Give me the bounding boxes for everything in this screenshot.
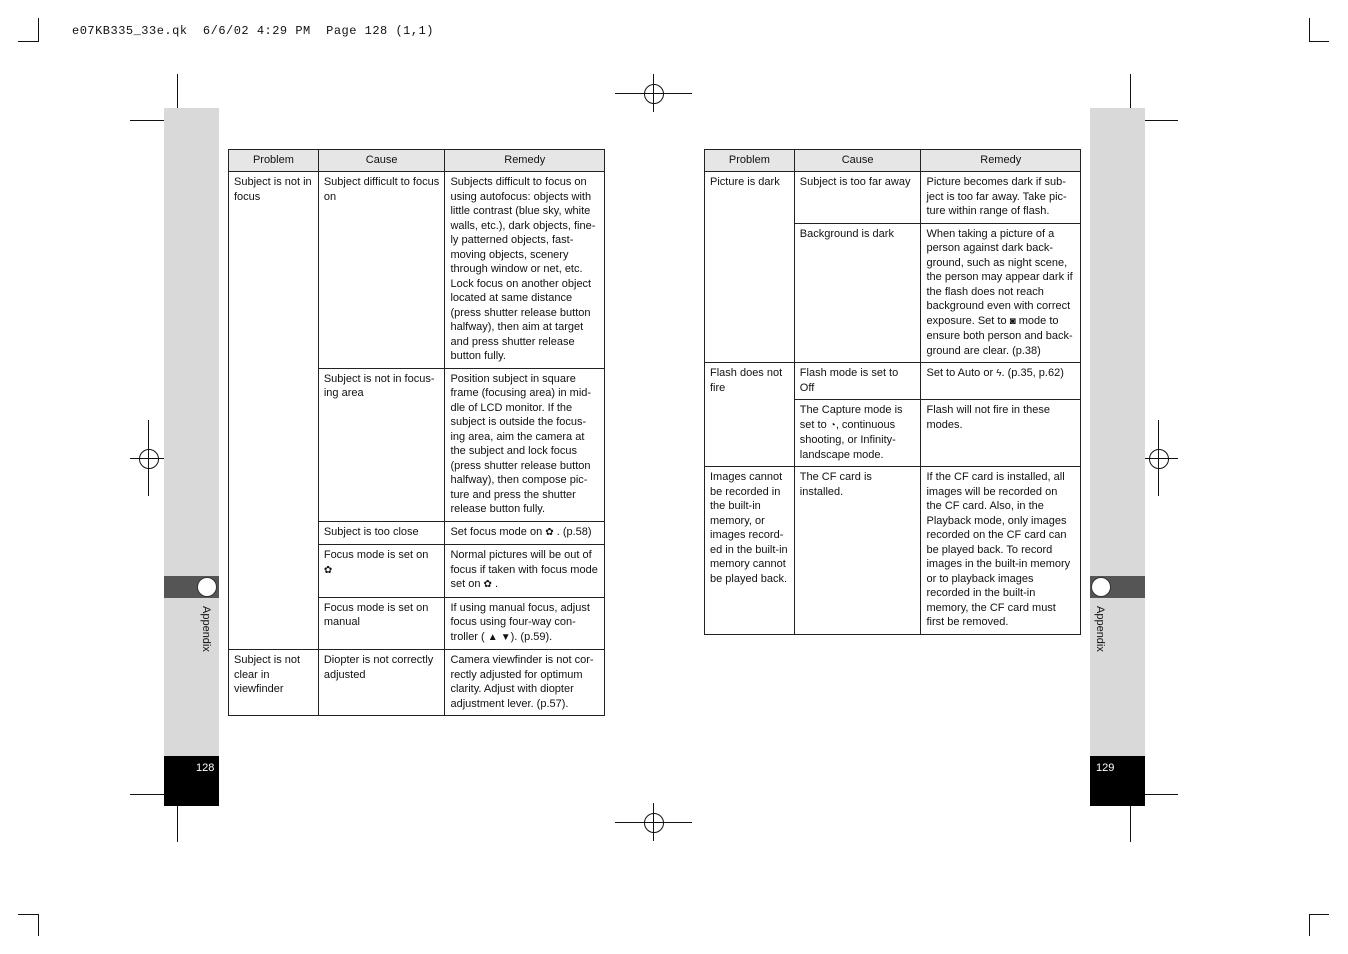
cause-text: Focus mode is set on	[323, 549, 429, 561]
problem-cell: Subject is not in focus	[229, 172, 319, 650]
cause-cell	[794, 400, 921, 467]
cause-cell: Focus mode is set on manual	[318, 597, 445, 650]
page-number-box	[1090, 756, 1145, 806]
cause-text: The Capture mode is set to	[799, 404, 903, 431]
remedy-cell	[445, 597, 605, 650]
cause-cell: Background is dark	[794, 223, 921, 363]
page-number-box	[164, 756, 219, 806]
remedy-cell: Picture becomes dark if sub-ject is too far away. Take pic-ture within range of flash.	[921, 172, 1081, 224]
registration-circle	[139, 449, 159, 469]
remedy-cell	[445, 521, 605, 545]
down-arrow-icon: ▼	[500, 631, 511, 643]
macro-flower-icon: ✿	[545, 526, 554, 538]
registration-circle	[644, 813, 664, 833]
section-label: Appendix	[1094, 606, 1106, 652]
remedy-cell	[445, 545, 605, 598]
trim-mark	[130, 120, 168, 121]
problem-cell: Images cannot be recorded in the built-in memory, or images record-ed in the built-in memory cannot be played back.	[705, 467, 795, 635]
registration-circle	[644, 84, 664, 104]
crop-mark	[38, 914, 39, 936]
macro-flower-icon: ✿	[483, 579, 492, 590]
column-header-remedy: Remedy	[921, 150, 1081, 172]
cause-cell: The CF card is installed.	[794, 467, 921, 635]
column-header-problem: Problem	[705, 150, 795, 172]
page-number: 129	[1096, 762, 1115, 774]
column-header-problem: Problem	[229, 150, 319, 172]
trim-mark	[1140, 120, 1178, 121]
cause-cell: Subject is too close	[318, 521, 445, 545]
remedy-text: . (p.58)	[556, 525, 592, 538]
right-sidebar	[1090, 108, 1145, 806]
remedy-cell	[921, 363, 1081, 400]
macro-flower-icon: ✿	[323, 564, 333, 576]
left-sidebar	[164, 108, 219, 806]
crop-mark	[1309, 41, 1329, 42]
crop-mark	[18, 914, 38, 915]
cause-cell: Diopter is not correctly adjusted	[318, 650, 445, 716]
cause-cell: Subject is not in focus-ing area	[318, 368, 445, 521]
registration-circle	[1149, 449, 1169, 469]
problem-cell: Picture is dark	[705, 172, 795, 363]
night-portrait-icon: ◙	[1009, 315, 1016, 327]
crop-mark	[1309, 18, 1310, 42]
trim-mark	[1140, 794, 1178, 795]
remedy-cell: If the CF card is installed, all images will be recorded on the CF card. Also, in the Playback mode, only images recorded on the CF card can be played back. To record images in the built-in memory or to playback images recorded in the built-in memory, the CF card must first be removed.	[921, 467, 1081, 635]
section-label: Appendix	[200, 606, 212, 652]
remedy-cell: Flash will not fire in these modes.	[921, 400, 1081, 467]
remedy-text: Set to Auto or	[926, 367, 994, 379]
remedy-cell: Subjects difficult to focus on using autofocus: objects with little contrast (blue sky, white walls, etc.), dark objects, fine-ly patterned objects, fast-moving objects, scenery through window or net, etc. Lock focus on another object located at same distance (press shutter release button halfway), then aim at target and press shutter release button fully.	[445, 172, 605, 369]
problem-cell: Flash does not fire	[705, 363, 795, 467]
cause-cell: Flash mode is set to Off	[794, 363, 921, 400]
crop-mark	[1309, 914, 1310, 936]
cause-cell	[318, 545, 445, 598]
crop-mark	[38, 18, 39, 42]
remedy-text: Normal pictures will be out of focus if taken with focus mode set on	[450, 549, 598, 590]
cause-cell: Subject difficult to focus on	[318, 172, 445, 369]
remedy-cell: Position subject in square frame (focusing area) in mid-dle of LCD monitor. If the subject is outside the focus-ing area, aim the camera at the subject and lock focus (press shutter release button halfway), then compose pic-ture and press the shutter release button fully.	[445, 368, 605, 521]
trim-mark	[130, 794, 168, 795]
page-number: 128	[196, 762, 215, 774]
crop-mark	[18, 41, 38, 42]
cause-cell: Subject is too far away	[794, 172, 921, 224]
self-timer-icon: ◔	[829, 419, 836, 431]
cause-text: , continuous shooting, or Infinity-landscape mode.	[799, 418, 896, 461]
trim-mark	[1130, 806, 1131, 842]
remedy-cell: Camera viewfinder is not cor-rectly adjusted for optimum clarity. Adjust with diopter adjustment lever. (p.57).	[445, 650, 605, 716]
trim-mark	[1130, 74, 1131, 110]
remedy-text: .	[494, 578, 499, 590]
problem-cell: Subject is not clear in viewfinder	[229, 650, 319, 716]
trim-mark	[177, 74, 178, 110]
print-slug: e07KB335_33e.qk 6/6/02 4:29 PM Page 128 (1,1)	[72, 24, 434, 38]
column-header-cause: Cause	[318, 150, 445, 172]
remedy-text: If using manual focus, adjust focus using four-way con-troller (	[450, 601, 590, 643]
remedy-text: When taking a picture of a person against dark back-ground, such as night scene, the person may appear dark if the flash does not reach background even with correct exposure. Set to	[926, 227, 1073, 327]
remedy-text: mode to ensure both person and back-ground are clear. (p.38)	[926, 314, 1073, 357]
crop-mark	[1309, 914, 1329, 915]
column-header-remedy: Remedy	[445, 150, 605, 172]
section-tab-circle	[1091, 577, 1111, 597]
column-header-cause: Cause	[794, 150, 921, 172]
section-tab-circle	[197, 577, 217, 597]
troubleshooting-table-right	[704, 149, 1081, 635]
flash-icon: ϟ	[996, 368, 1002, 379]
troubleshooting-table-left	[228, 149, 605, 716]
remedy-cell	[921, 223, 1081, 363]
up-arrow-icon: ▲	[487, 631, 498, 643]
remedy-text: Set focus mode on	[450, 525, 543, 538]
remedy-text: ). (p.59).	[510, 630, 553, 643]
trim-mark	[177, 806, 178, 842]
remedy-text: . (p.35, p.62)	[1001, 367, 1064, 379]
